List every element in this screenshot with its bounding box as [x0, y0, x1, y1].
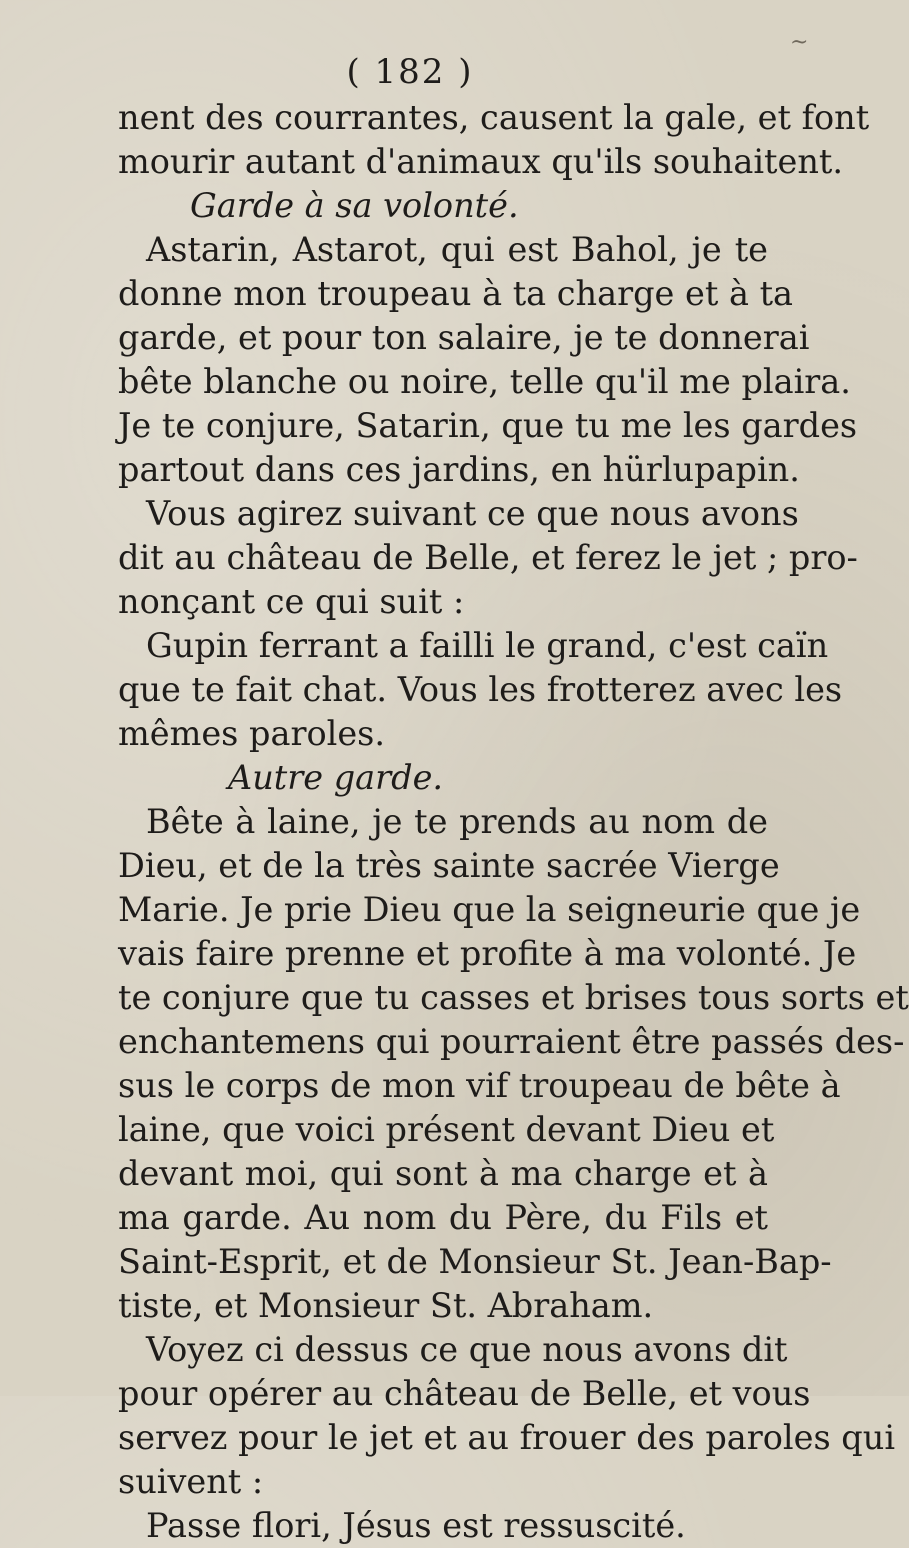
corner-mark: ~	[790, 30, 809, 55]
text-line: Astarin, Astarot, qui est Bahol, je te	[146, 230, 768, 269]
text-line: partout dans ces jardins, en hürlupapin.	[118, 450, 800, 489]
section-heading: Garde à sa volonté.	[190, 186, 519, 225]
body-text	[118, 96, 909, 1548]
text-line: Je te conjure, Satarin, que tu me les gardes	[118, 406, 858, 445]
text-line: Dieu, et de la très sainte sacrée Vierge	[118, 846, 780, 885]
text-line: Gupin ferrant a failli le grand, c'est caïn	[146, 626, 829, 665]
text-line: bête blanche ou noire, telle qu'il me plaira.	[118, 362, 851, 401]
text-line: Passe flori, Jésus est ressuscité.	[146, 1506, 686, 1545]
text-line: mêmes paroles.	[118, 714, 386, 753]
text-line: sus le corps de mon vif troupeau de bête à	[118, 1066, 841, 1105]
text-line: Vous agirez suivant ce que nous avons	[146, 494, 799, 533]
text-line: nent des courrantes, causent la gale, et font	[118, 98, 870, 137]
page-number: ( 182 )	[346, 52, 474, 92]
text-line: donne mon troupeau à ta charge et à ta	[118, 274, 794, 313]
text-line: tiste, et Monsieur St. Abraham.	[118, 1286, 654, 1325]
text-line: nonçant ce qui suit :	[118, 582, 465, 621]
text-line: Bête à laine, je te prends au nom de	[146, 802, 768, 841]
text-line: ma garde. Au nom du Père, du Fils et	[118, 1198, 768, 1237]
text-line: te conjure que tu casses et brises tous sorts et	[118, 978, 909, 1017]
text-line: servez pour le jet et au frouer des paroles qui	[118, 1418, 896, 1457]
text-line: que te fait chat. Vous les frotterez avec les	[118, 670, 843, 709]
text-line: suivent :	[118, 1462, 264, 1501]
text-line: pour opérer au château de Belle, et vous	[118, 1374, 811, 1413]
text-line: enchantemens qui pourraient être passés des-	[118, 1022, 905, 1061]
text-line: Marie. Je prie Dieu que la seigneurie que je	[118, 890, 861, 929]
text-line: dit au château de Belle, et ferez le jet ; pro-	[118, 538, 858, 577]
text-line: laine, que voici présent devant Dieu et	[118, 1110, 775, 1149]
text-line: Voyez ci dessus ce que nous avons dit	[146, 1330, 788, 1369]
section-heading: Autre garde.	[228, 758, 444, 797]
text-line: vais faire prenne et profite à ma volonté. Je	[118, 934, 857, 973]
text-line: devant moi, qui sont à ma charge et à	[118, 1154, 768, 1193]
text-line: garde, et pour ton salaire, je te donnerai	[118, 318, 810, 357]
text-line: Saint-Esprit, et de Monsieur St. Jean-Bap-	[118, 1242, 832, 1281]
text-line: mourir autant d'animaux qu'ils souhaitent.	[118, 142, 844, 181]
